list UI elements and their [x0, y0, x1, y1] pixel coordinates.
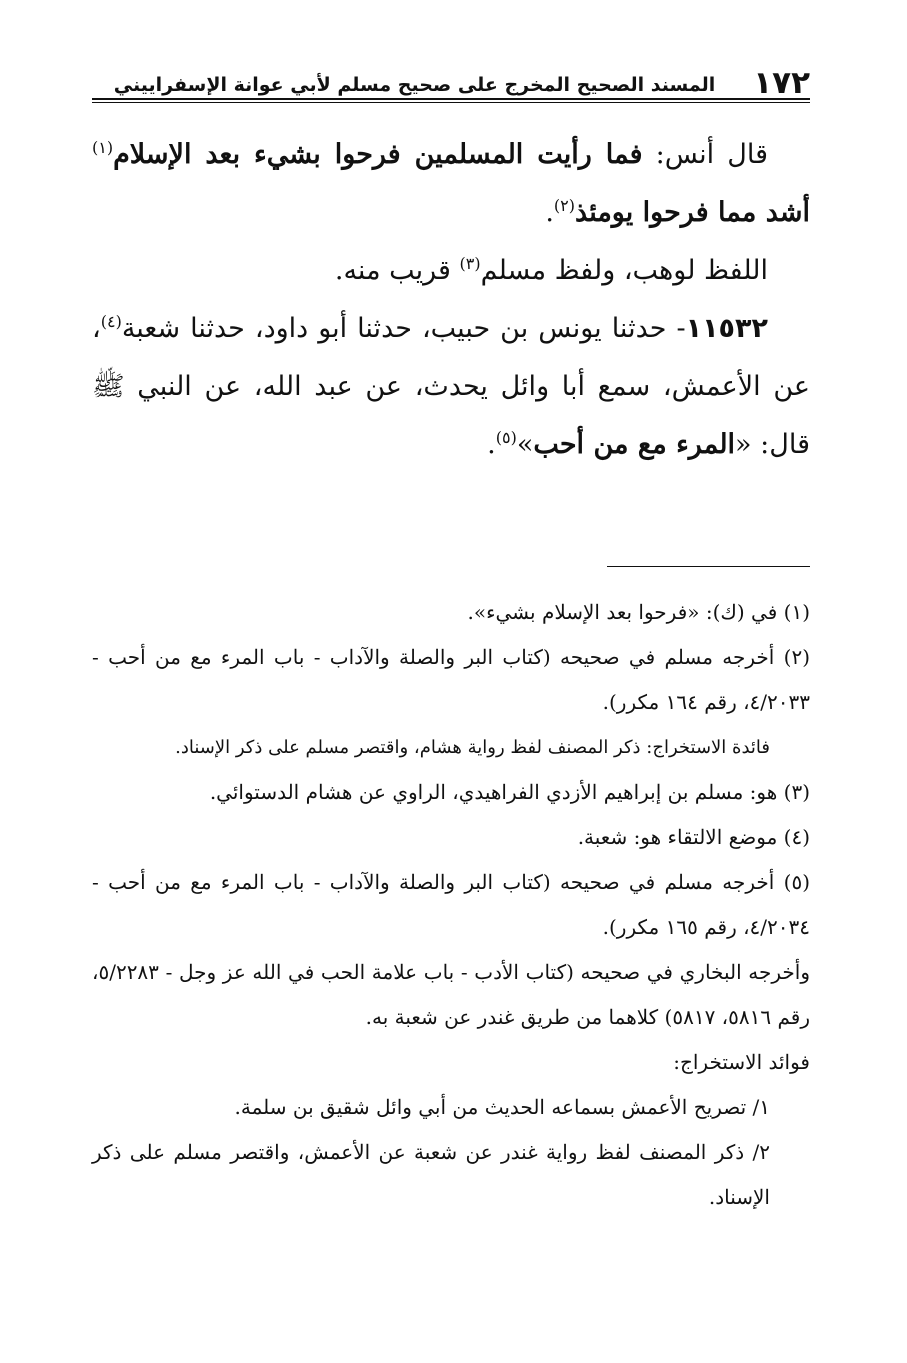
hadith-isnad-a: - حدثنا يونس بن حبيب، حدثنا أبو داود، حدثنا شعبة [121, 313, 686, 344]
anas-end: . [545, 197, 554, 228]
running-title: المسند الصحيح المخرج على صحيح مسلم لأبي عوانة الإسفراييني [113, 74, 716, 96]
footnote-2: (٢) أخرجه مسلم في صحيحه (كتاب البر والصلة والآداب - باب المرء مع من أحب - ٤/٢٠٣٣، رقم ١٦٤ مكرر). [92, 645, 810, 714]
header-rule [92, 98, 810, 103]
hadith-number: ١١٥٣٢ [685, 313, 768, 344]
footnote-3: (٣) هو: مسلم بن إبراهيم الأزدي الفراهيدي، الراوي عن هشام الدستوائي. [209, 780, 810, 804]
anas-quote-b: أشد مما فرحوا يومئذ [575, 197, 810, 228]
footnote-4: (٤) موضع الالتقاء هو: شعبة. [577, 825, 810, 849]
anas-quote-a: فما رأيت المسلمين فرحوا بشيء بعد الإسلام [113, 139, 643, 170]
footnote-2-note: فائدة الاستخراج: ذكر المصنف لفظ رواية هشام، واقتصر مسلم على ذكر الإسناد. [175, 737, 770, 758]
wording-text-b: قريب منه. [334, 255, 460, 286]
footnote-ref-3: (٣) [459, 254, 481, 273]
hadith-isnad-b: ، عن الأعمش، سمع أبا وائل يحدث، عن عبد الله، عن النبي ﷺ قال: « [92, 313, 810, 460]
footnotes [92, 590, 810, 1220]
footnote-ref-1: (١) [92, 138, 114, 157]
footnote-ref-4: (٤) [100, 312, 122, 331]
paragraph-hadith-11532 [92, 300, 810, 474]
footnote-5: (٥) أخرجه مسلم في صحيحه (كتاب البر والصلة والآداب - باب المرء مع من أحب - ٤/٢٠٣٤، رقم ١٦٥ مكرر). [92, 870, 810, 939]
wording-text-a: اللفظ لوهب، ولفظ مسلم [480, 255, 768, 286]
footnote-5-benefit-2: ٢/ ذكر المصنف لفظ رواية غندر عن شعبة عن الأعمش، واقتصر مسلم على ذكر الإسناد. [92, 1140, 770, 1209]
paragraph-anas [92, 126, 810, 242]
hadith-end: . [487, 429, 496, 460]
footnote-5-benefits-title: فوائد الاستخراج: [673, 1050, 810, 1074]
hadith-close-quote: » [516, 429, 534, 460]
paragraph-wording [92, 242, 810, 300]
footnote-1: (١) في (ك): «فرحوا بعد الإسلام بشيء». [467, 600, 810, 624]
footnote-5-benefit-1: ١/ تصريح الأعمش بسماعه الحديث من أبي وائل شقيق بن سلمة. [234, 1095, 770, 1119]
footnote-ref-2: (٢) [553, 196, 576, 215]
footnote-5-bukhari: وأخرجه البخاري في صحيحه (كتاب الأدب - باب علامة الحب في الله عز وجل - ٥/٢٢٨٣، رقم ٥٨١٦، ٥٨١٧) كلاهما من طريق غندر عن شعبة به. [92, 960, 810, 1029]
footnote-ref-5: (٥) [495, 428, 517, 447]
footnote-separator [607, 566, 810, 567]
page-header [92, 65, 810, 101]
page-number: ١٧٢ [753, 65, 810, 101]
main-text [92, 126, 810, 474]
anas-intro: قال أنس: [642, 139, 768, 170]
hadith-matn: المرء مع من أحب [533, 429, 736, 460]
